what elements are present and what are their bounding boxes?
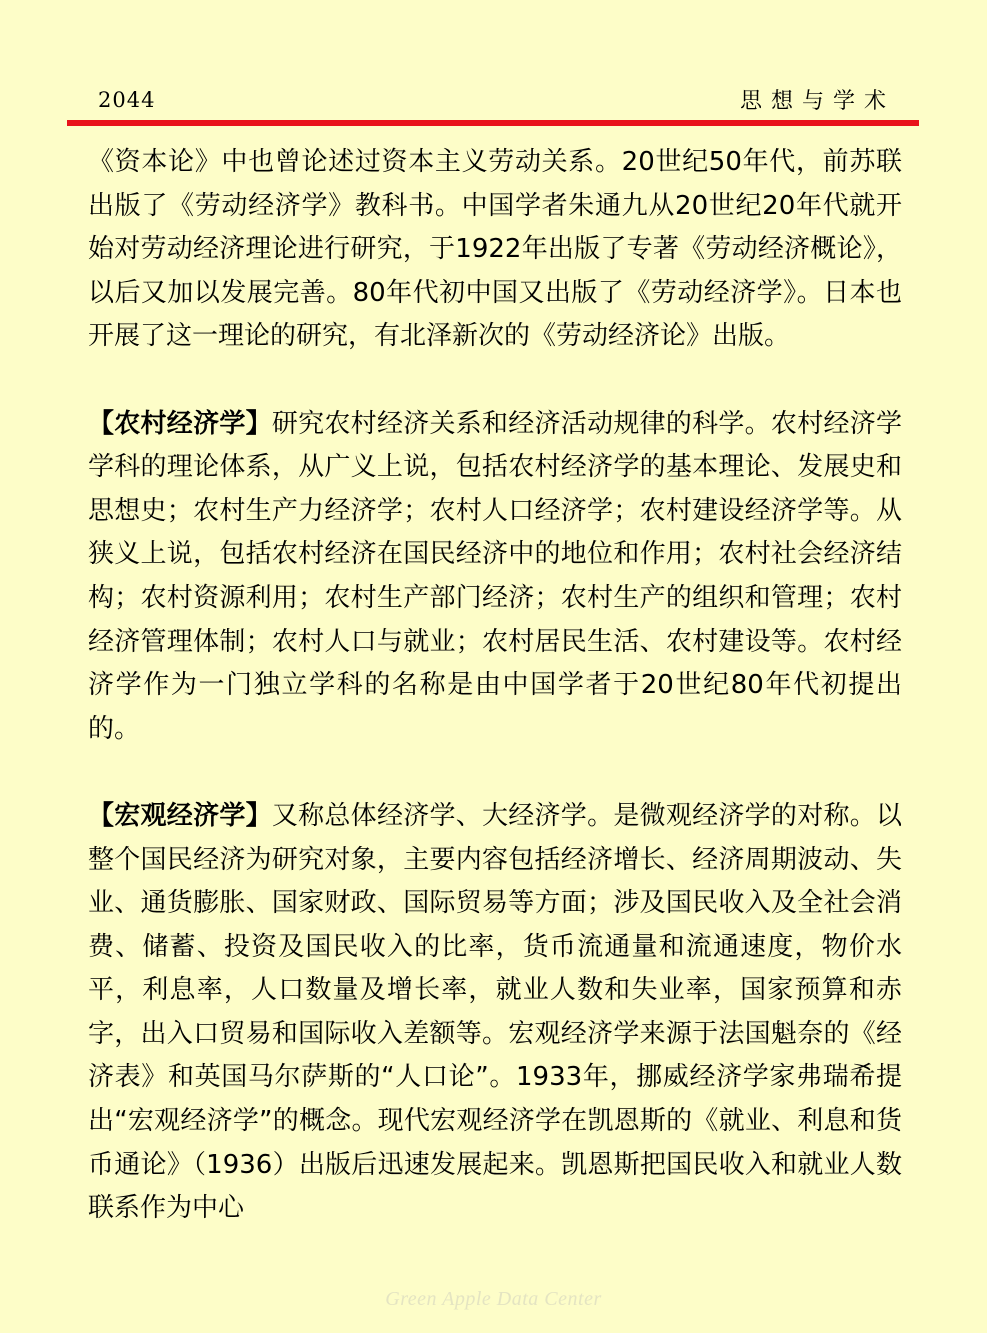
entry-term: 【农村经济学】 <box>88 408 272 439</box>
paragraph-labor-economics-continued <box>88 141 902 359</box>
body-text <box>88 141 902 1231</box>
paragraph-macroeconomics <box>88 795 902 1231</box>
entry-text: 《资本论》中也曾论述过资本主义劳动关系。20世纪50年代，前苏联出版了《劳动经济学》教科书。中国学者朱通九从20世纪20年代就开始对劳动经济理论进行研究，于1922年出版了专著《劳动经济概论》，以后又加以发展完善。80年代初中国又出版了《劳动经济学》。日本也开展了这一理论的研究，有北泽新次的《劳动经济论》出版。 <box>88 147 902 352</box>
entry-text: 研究农村经济关系和经济活动规律的科学。农村经济学学科的理论体系，从广义上说，包括农村经济学的基本理论、发展史和思想史；农村生产力经济学；农村人口经济学；农村建设经济学等。从狭义上说，包括农村经济在国民经济中的地位和作用；农村社会经济结构；农村资源利用；农村生产部门经济；农村生产的组织和管理；农村经济管理体制；农村人口与就业；农村居民生活、农村建设等。农村经济学作为一门独立学科的名称是由中国学者于20世纪80年代初提出的。 <box>88 408 902 744</box>
header-rule <box>67 120 919 126</box>
entry-term: 【宏观经济学】 <box>88 800 272 831</box>
page-number: 2044 <box>98 88 156 112</box>
running-title: 思想与学术 <box>739 89 895 114</box>
watermark: Green Apple Data Center <box>385 1288 602 1310</box>
page-header <box>0 0 987 130</box>
entry-text: 又称总体经济学、大经济学。是微观经济学的对称。以整个国民经济为研究对象，主要内容包括经济增长、经济周期波动、失业、通货膨胀、国家财政、国际贸易等方面；涉及国民收入及全社会消费、储蓄、投资及国民收入的比率，货币流通量和流通速度，物价水平，利息率，人口数量及增长率，就业人数和失业率，国家预算和赤字，出入口贸易和国际收入差额等。宏观经济学来源于法国魁奈的《经济表》和英国马尔萨斯的“人口论”。1933年，挪威经济学家弗瑞希提出“宏观经济学”的概念。现代宏观经济学在凯恩斯的《就业、利息和货币通论》（1936）出版后迅速发展起来。凯恩斯把国民收入和就业人数联系作为中心 <box>88 800 902 1224</box>
paragraph-rural-economics <box>88 403 902 752</box>
